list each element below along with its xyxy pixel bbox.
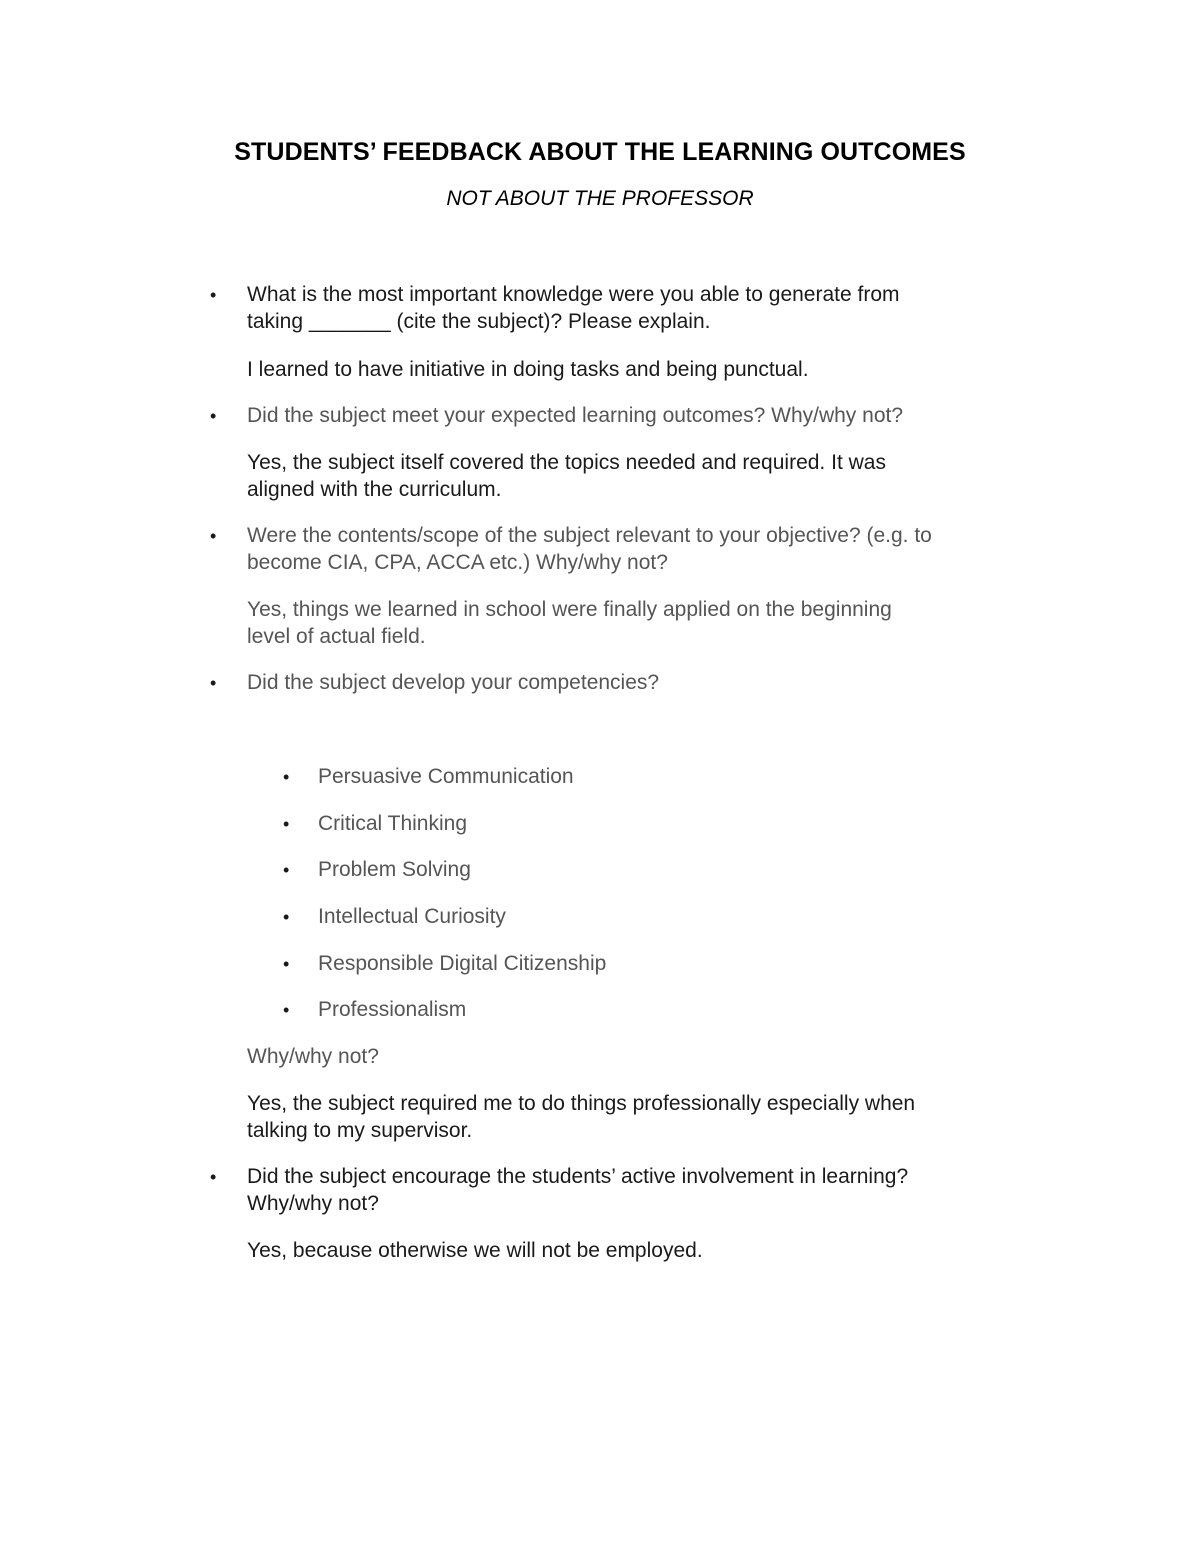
question-5-line-2: Why/why not?	[247, 1192, 379, 1215]
bullet-q5: •	[210, 1167, 217, 1187]
document-title: STUDENTS’ FEEDBACK ABOUT THE LEARNING OUTCOMES	[234, 138, 966, 166]
competency-item: Persuasive Communication	[318, 765, 574, 788]
competency-item: Problem Solving	[318, 858, 471, 881]
question-3-line-1: Were the contents/scope of the subject relevant to your objective? (e.g. to	[247, 524, 932, 547]
answer-3-line-1: Yes, things we learned in school were finally applied on the beginning	[247, 598, 892, 621]
question-3-line-2: become CIA, CPA, ACCA etc.) Why/why not?	[247, 551, 668, 574]
answer-4	[247, 1090, 1037, 1144]
question-1-line-1: What is the most important knowledge were you able to generate from	[247, 283, 900, 306]
question-3	[247, 522, 1037, 576]
question-4-why: Why/why not?	[247, 1045, 379, 1068]
competency-item: Intellectual Curiosity	[318, 905, 506, 928]
competency-item: Professionalism	[318, 998, 467, 1021]
answer-5: Yes, because otherwise we will not be employed.	[247, 1239, 703, 1262]
bullet-q2: •	[210, 406, 217, 426]
competency-bullet: •	[283, 860, 290, 880]
question-1-line-2: taking _______ (cite the subject)? Please explain.	[247, 310, 711, 333]
bullet-q3: •	[210, 526, 217, 546]
answer-2-line-2: aligned with the curriculum.	[247, 478, 502, 501]
competency-bullet: •	[283, 1000, 290, 1020]
competency-bullet: •	[283, 907, 290, 927]
document-subtitle: NOT ABOUT THE PROFESSOR	[446, 187, 754, 210]
question-1	[247, 281, 1037, 335]
answer-2-line-1: Yes, the subject itself covered the topics needed and required. It was	[247, 451, 886, 474]
competency-item: Critical Thinking	[318, 812, 467, 835]
question-4: Did the subject develop your competencies?	[247, 671, 660, 694]
bullet-q1: •	[210, 285, 217, 305]
question-5	[247, 1163, 1037, 1217]
answer-4-line-1: Yes, the subject required me to do things professionally especially when	[247, 1092, 916, 1115]
answer-4-line-2: talking to my supervisor.	[247, 1119, 473, 1142]
competency-bullet: •	[283, 767, 290, 787]
bullet-q4: •	[210, 673, 217, 693]
competency-bullet: •	[283, 954, 290, 974]
competency-bullet: •	[283, 814, 290, 834]
answer-1: I learned to have initiative in doing tasks and being punctual.	[247, 358, 809, 381]
answer-2	[247, 449, 1037, 503]
answer-3-line-2: level of actual field.	[247, 625, 426, 648]
question-5-line-1: Did the subject encourage the students’ active involvement in learning?	[247, 1165, 909, 1188]
answer-3	[247, 596, 1037, 650]
question-2: Did the subject meet your expected learning outcomes? Why/why not?	[247, 404, 904, 427]
competency-item: Responsible Digital Citizenship	[318, 952, 607, 975]
